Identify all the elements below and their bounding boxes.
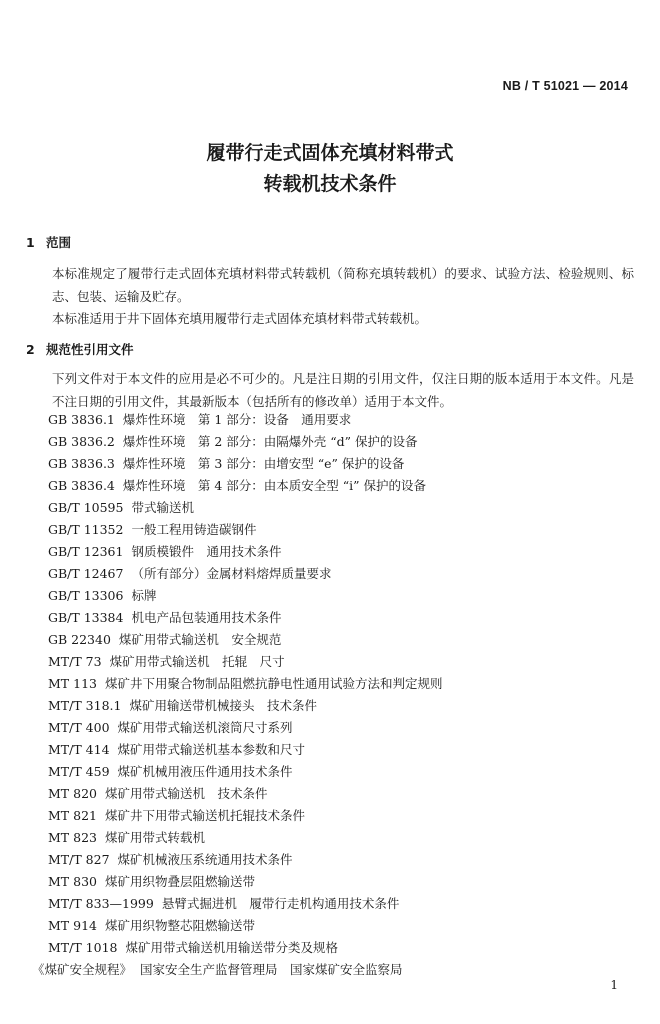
section-title: 范围	[46, 235, 72, 250]
reference-code: MT 820	[48, 786, 97, 801]
reference-item	[48, 849, 638, 871]
reference-title: 爆炸性环境 第 2 部分：由隔爆外壳 “d” 保护的设备	[122, 434, 418, 449]
reference-title: 煤矿用带式输送机用输送带分类及规格	[125, 940, 338, 955]
reference-item	[48, 805, 638, 827]
reference-code: MT 914	[48, 918, 97, 933]
reference-title: 煤矿用带式输送机 技术条件	[104, 786, 268, 801]
reference-code: GB 3836.4	[48, 478, 115, 493]
reference-title: 机电产品包装通用技术条件	[131, 610, 282, 625]
reference-title: 一般工程用铸造碳钢件	[131, 522, 257, 537]
reference-title: 煤矿用带式输送机基本参数和尺寸	[117, 742, 306, 757]
reference-code: MT/T 414	[48, 742, 110, 757]
reference-item	[48, 497, 638, 519]
reference-item	[32, 959, 638, 981]
reference-code: GB 22340	[48, 632, 111, 647]
reference-title: （所有部分）金属材料熔焊质量要求	[131, 566, 332, 581]
reference-title: 爆炸性环境 第 1 部分：设备 通用要求	[122, 412, 352, 427]
reference-code: GB/T 10595	[48, 500, 124, 515]
reference-title: 带式输送机	[131, 500, 194, 515]
reference-list	[32, 409, 638, 981]
reference-title: 煤矿井下用聚合物制品阻燃抗静电性通用试验方法和判定规则	[104, 676, 443, 691]
reference-title: 爆炸性环境 第 3 部分：由增安型 “e” 保护的设备	[122, 456, 405, 471]
section-1-body	[26, 263, 634, 331]
reference-item	[48, 651, 638, 673]
reference-code: GB/T 12467	[48, 566, 124, 581]
reference-item	[48, 475, 638, 497]
reference-code: MT/T 833—1999	[48, 896, 154, 911]
reference-item	[48, 893, 638, 915]
reference-item	[48, 739, 638, 761]
reference-code: MT 830	[48, 874, 97, 889]
reference-code: GB 3836.2	[48, 434, 115, 449]
reference-code: GB 3836.1	[48, 412, 115, 427]
reference-code: MT 821	[48, 808, 97, 823]
reference-item	[48, 453, 638, 475]
reference-item	[48, 783, 638, 805]
reference-item	[48, 827, 638, 849]
section-number: 1	[26, 235, 35, 250]
reference-code: 《煤矿安全规程》	[32, 962, 133, 977]
standard-number: NB / T 51021 — 2014	[502, 79, 628, 93]
paragraph: 本标准规定了履带行走式固体充填材料带式转载机（简称充填转载机）的要求、试验方法、检验规则、标志、包装、运输及贮存。	[52, 266, 634, 304]
reference-code: MT 113	[48, 676, 97, 691]
reference-item	[48, 541, 638, 563]
document-title	[0, 138, 660, 200]
reference-code: MT/T 459	[48, 764, 110, 779]
reference-title: 煤矿用织物整芯阻燃输送带	[104, 918, 255, 933]
reference-item	[48, 937, 638, 959]
section-number: 2	[26, 342, 35, 357]
reference-item	[48, 761, 638, 783]
reference-item	[48, 607, 638, 629]
page-number: 1	[610, 978, 618, 992]
reference-item	[48, 673, 638, 695]
reference-code: MT/T 318.1	[48, 698, 122, 713]
paragraph: 本标准适用于井下固体充填用履带行走式固体充填材料带式转载机。	[52, 311, 428, 326]
reference-title: 煤矿用织物叠层阻燃输送带	[104, 874, 255, 889]
section-title: 规范性引用文件	[46, 342, 134, 357]
reference-title: 煤矿用带式输送机滚筒尺寸系列	[117, 720, 293, 735]
reference-title: 国家安全生产监督管理局 国家煤矿安全监察局	[140, 962, 403, 977]
reference-item	[48, 871, 638, 893]
reference-title: 煤矿机械用液压件通用技术条件	[117, 764, 293, 779]
reference-title: 煤矿井下用带式输送机托辊技术条件	[104, 808, 305, 823]
reference-code: MT/T 400	[48, 720, 110, 735]
title-line-2: 转载机技术条件	[263, 173, 397, 195]
reference-code: MT/T 1018	[48, 940, 118, 955]
reference-item	[48, 629, 638, 651]
section-2-intro	[26, 368, 634, 413]
reference-item	[48, 915, 638, 937]
reference-item	[48, 695, 638, 717]
reference-code: GB/T 13384	[48, 610, 124, 625]
reference-title: 煤矿机械液压系统通用技术条件	[117, 852, 293, 867]
reference-title: 悬臂式掘进机 履带行走机构通用技术条件	[161, 896, 400, 911]
reference-item	[48, 563, 638, 585]
reference-title: 煤矿用带式输送机 托辊 尺寸	[109, 654, 285, 669]
reference-code: MT/T 827	[48, 852, 110, 867]
reference-title: 标牌	[131, 588, 157, 603]
reference-item	[48, 519, 638, 541]
reference-code: GB/T 12361	[48, 544, 124, 559]
reference-code: GB 3836.3	[48, 456, 115, 471]
paragraph: 下列文件对于本文件的应用是必不可少的。凡是注日期的引用文件，仅注日期的版本适用于本文件。凡是不注日期的引用文件，其最新版本（包括所有的修改单）适用于本文件。	[52, 371, 634, 409]
reference-title: 煤矿用带式转载机	[104, 830, 205, 845]
reference-title: 煤矿用带式输送机 安全规范	[118, 632, 282, 647]
reference-item	[48, 585, 638, 607]
section-1-heading	[26, 233, 71, 251]
reference-code: GB/T 13306	[48, 588, 124, 603]
reference-item	[48, 717, 638, 739]
section-2-heading	[26, 340, 134, 358]
title-line-1: 履带行走式固体充填材料带式	[206, 142, 454, 164]
reference-title: 煤矿用输送带机械接头 技术条件	[129, 698, 317, 713]
reference-code: MT/T 73	[48, 654, 102, 669]
reference-item	[48, 431, 638, 453]
reference-title: 钢质模锻件 通用技术条件	[131, 544, 282, 559]
reference-title: 爆炸性环境 第 4 部分：由本质安全型 “i” 保护的设备	[122, 478, 427, 493]
reference-code: MT 823	[48, 830, 97, 845]
reference-item	[48, 409, 638, 431]
reference-code: GB/T 11352	[48, 522, 124, 537]
